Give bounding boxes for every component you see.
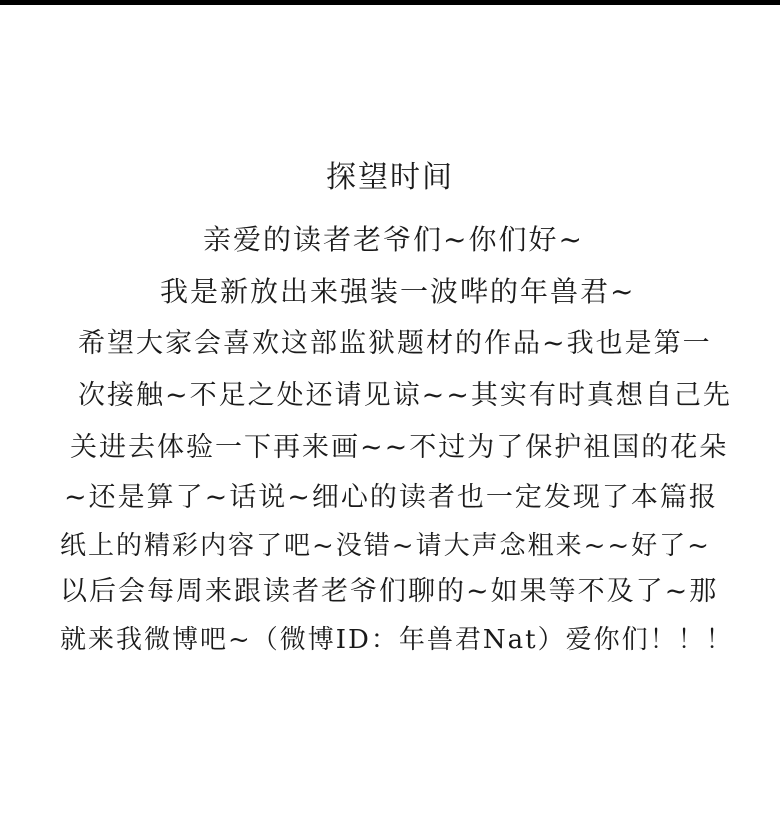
page-title: 探望时间 (326, 160, 454, 196)
note-line: 希望大家会喜欢这部监狱题材的作品~我也是第一 (78, 328, 712, 359)
note-line: ~还是算了~话说~细心的读者也一定发现了本篇报 (64, 482, 718, 513)
note-line: 就来我微博吧~（微博ID：年兽君Nat）爱你们！！！ (60, 625, 734, 655)
note-line: 关进去体验一下再来画~~不过为了保护祖国的花朵 (70, 432, 729, 463)
note-line: 亲爱的读者老爷们~你们好~ (203, 223, 584, 256)
handwritten-note-page (0, 5, 780, 832)
note-line: 以后会每周来跟读者老爷们聊的~如果等不及了~那 (60, 576, 719, 607)
note-line: 次接触~不足之处还请见谅~~其实有时真想自己先 (78, 380, 732, 411)
note-line: 纸上的精彩内容了吧~没错~请大声念粗来~~好了~ (60, 531, 711, 561)
note-line: 我是新放出来强装一波哔的年兽君~ (160, 275, 636, 308)
